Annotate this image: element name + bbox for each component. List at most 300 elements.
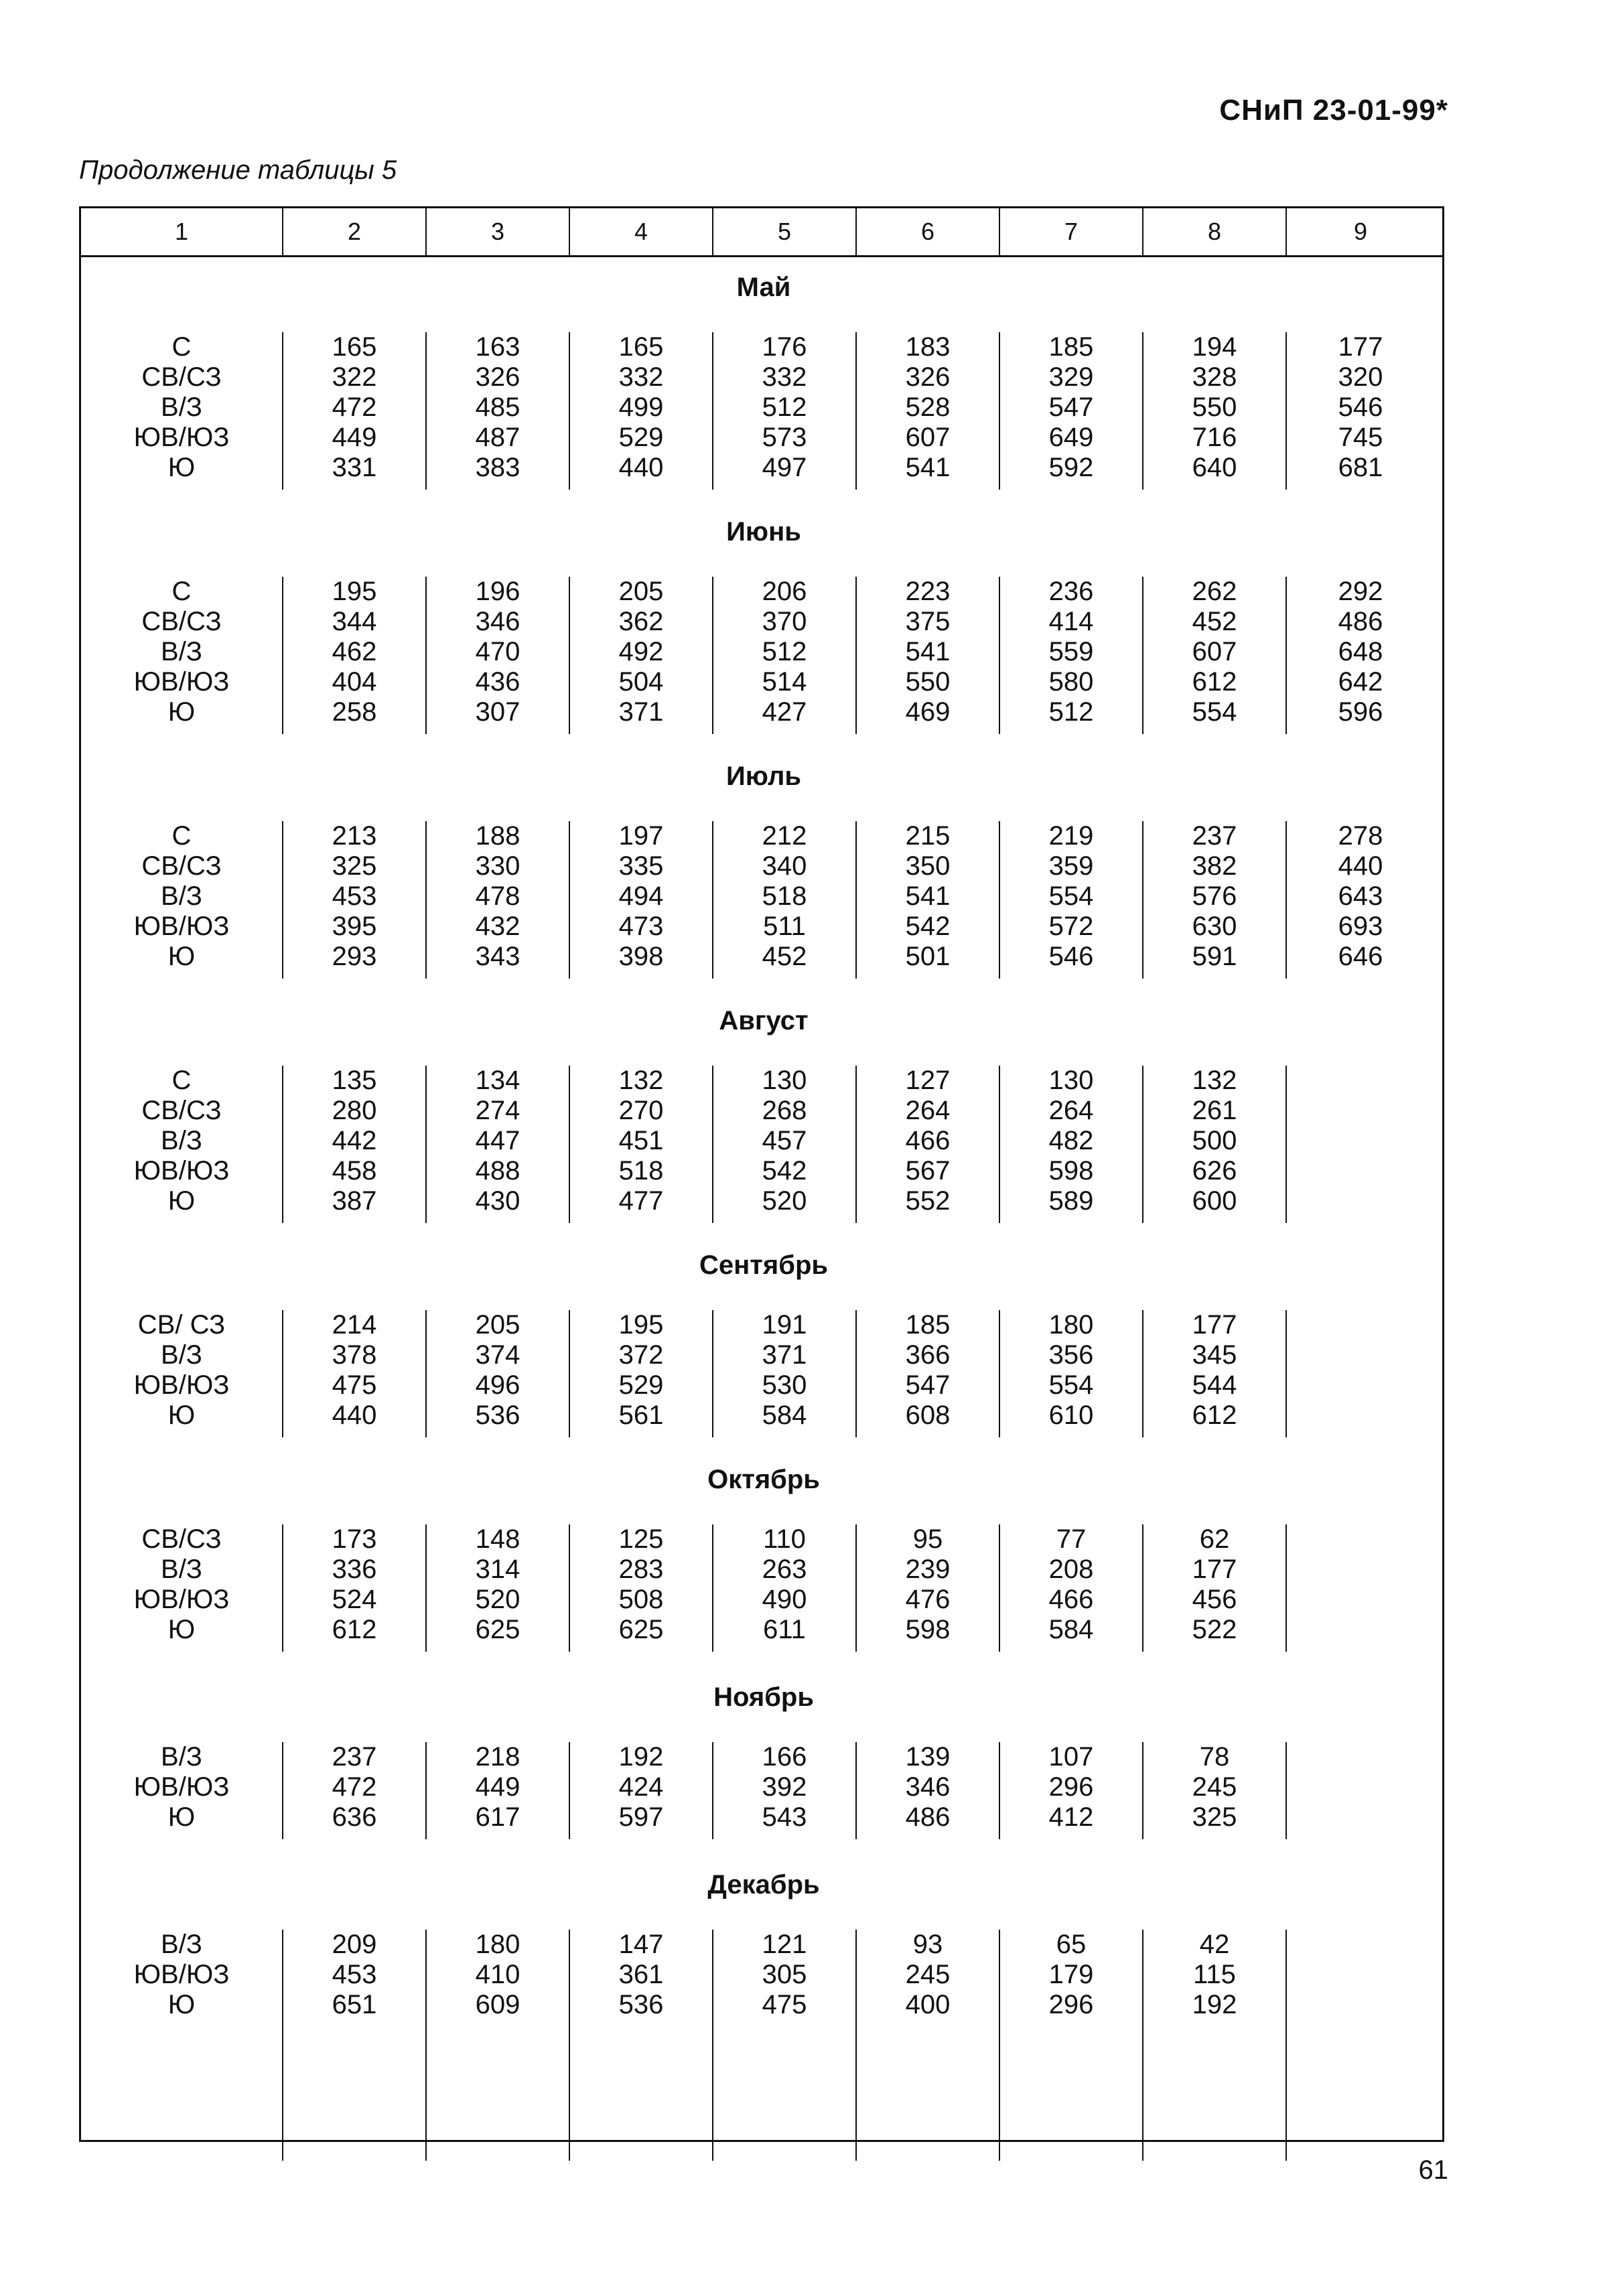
value-cell: 212 [762,821,807,851]
value-cell: 163 [475,332,520,362]
value-cell: 573 [762,423,807,452]
direction-cell: В/З [161,1742,202,1772]
value-cell: 473 [618,912,664,941]
value-cell: 554 [1192,697,1237,727]
value-cell: 552 [905,1186,951,1216]
column-header-7: 7 [999,208,1142,255]
value-cell: 268 [762,1096,807,1125]
value-column-2 [282,1310,425,1437]
value-cell: 469 [905,697,951,727]
direction-cell: ЮВ/ЮЗ [133,1156,230,1186]
value-column-9 [1286,1524,1434,1652]
value-cell: 356 [1048,1340,1094,1370]
value-cell: 326 [905,362,951,392]
value-column-8 [1142,1310,1286,1437]
value-cell: 476 [905,1585,951,1614]
value-cell: 496 [475,1370,520,1400]
value-column-3 [425,1524,569,1652]
value-cell: 328 [1192,362,1237,392]
month-title: Октябрь [707,1465,820,1494]
value-cell: 567 [905,1156,951,1186]
value-column-8 [1142,1930,1286,2161]
month-title: Май [736,273,791,302]
direction-cell: Ю [167,1802,196,1832]
value-cell: 486 [905,1802,951,1832]
value-cell: 329 [1048,362,1094,392]
direction-cell: ЮВ/ЮЗ [133,667,230,697]
value-cell: 436 [475,667,520,697]
month-data-block [81,1066,1446,1223]
value-cell: 127 [905,1066,951,1095]
value-cell: 130 [1048,1066,1094,1095]
month-title: Сентябрь [699,1250,828,1280]
value-cell: 499 [618,392,664,422]
value-cell: 274 [475,1096,520,1125]
value-cell: 550 [905,667,951,697]
value-cell: 223 [905,577,951,606]
value-cell: 325 [1192,1802,1237,1832]
value-column-5 [712,1524,855,1652]
direction-column [81,1524,282,1652]
value-cell: 612 [1192,1401,1237,1430]
value-cell: 95 [912,1524,943,1554]
value-cell: 383 [475,453,520,482]
direction-cell: СВ/СЗ [141,362,222,392]
value-cell: 245 [905,1960,951,1989]
value-column-7 [999,332,1142,490]
value-cell: 305 [762,1960,807,1989]
value-cell: 504 [618,667,664,697]
direction-cell: СВ/СЗ [141,607,222,636]
direction-cell: Ю [167,942,196,971]
value-cell: 62 [1199,1524,1230,1554]
direction-cell: В/З [161,637,202,666]
value-cell: 546 [1338,392,1383,422]
value-cell: 681 [1338,453,1383,482]
value-cell: 115 [1193,1960,1236,1989]
month-data-block [81,1524,1446,1652]
value-cell: 139 [905,1742,951,1772]
value-cell: 492 [618,637,664,666]
value-cell: 607 [1192,637,1237,666]
value-cell: 608 [905,1401,951,1430]
value-cell: 215 [905,821,951,851]
document-code: СНиП 23-01-99* [1219,94,1448,127]
value-cell: 42 [1199,1930,1230,1959]
value-cell: 716 [1192,423,1237,452]
direction-cell: Ю [167,1401,196,1430]
value-cell: 378 [332,1340,377,1370]
value-cell: 470 [475,637,520,666]
value-cell: 370 [762,607,807,636]
value-cell: 424 [618,1772,664,1802]
value-cell: 453 [332,1960,377,1989]
value-column-6 [855,1310,999,1437]
value-cell: 335 [618,851,664,881]
value-cell: 398 [618,942,664,971]
column-header-9: 9 [1286,208,1434,255]
value-cell: 462 [332,637,377,666]
value-cell: 584 [1048,1615,1094,1644]
value-cell: 536 [618,1990,664,2019]
value-cell: 237 [332,1742,377,1772]
month-data-block [81,821,1446,979]
value-cell: 550 [1192,392,1237,422]
value-cell: 490 [762,1585,807,1614]
value-column-3 [425,332,569,490]
value-cell: 375 [905,607,951,636]
value-column-6 [855,1066,999,1223]
direction-cell: С [171,577,192,606]
month-title: Ноябрь [713,1682,814,1712]
value-column-8 [1142,1742,1286,1839]
value-column-7 [999,1742,1142,1839]
value-cell: 263 [762,1555,807,1584]
value-column-2 [282,1524,425,1652]
value-cell: 293 [332,942,377,971]
column-header-5: 5 [712,208,855,255]
value-cell: 542 [762,1156,807,1186]
value-cell: 636 [332,1802,377,1832]
value-cell: 77 [1056,1524,1087,1554]
value-cell: 191 [762,1310,807,1340]
value-cell: 456 [1192,1585,1237,1614]
value-cell: 625 [618,1615,664,1644]
page-number: 61 [1418,2155,1448,2185]
value-cell: 518 [762,881,807,911]
value-cell: 330 [475,851,520,881]
value-column-9 [1286,1742,1434,1839]
value-cell: 547 [905,1370,951,1400]
value-cell: 325 [332,851,377,881]
direction-cell: Ю [167,1615,196,1644]
value-cell: 475 [332,1370,377,1400]
value-column-5 [712,821,855,979]
value-column-3 [425,821,569,979]
value-cell: 205 [475,1310,520,1340]
value-column-5 [712,577,855,734]
value-cell: 125 [618,1524,664,1554]
value-cell: 520 [762,1186,807,1216]
value-cell: 482 [1048,1126,1094,1155]
value-cell: 320 [1338,362,1383,392]
value-cell: 514 [762,667,807,697]
value-cell: 543 [762,1802,807,1832]
value-cell: 314 [475,1555,520,1584]
value-cell: 536 [475,1401,520,1430]
data-table [79,206,1444,2142]
value-column-9 [1286,1066,1434,1223]
value-cell: 440 [1338,851,1383,881]
value-cell: 554 [1048,1370,1094,1400]
value-column-6 [855,1930,999,2161]
value-column-3 [425,1066,569,1223]
value-cell: 529 [618,1370,664,1400]
value-column-3 [425,577,569,734]
direction-cell: В/З [161,1930,202,1959]
value-cell: 610 [1048,1401,1094,1430]
month-title: Август [719,1006,809,1035]
value-cell: 195 [332,577,377,606]
value-column-2 [282,577,425,734]
value-column-4 [569,1742,712,1839]
value-cell: 524 [332,1585,377,1614]
value-cell: 336 [332,1555,377,1584]
direction-cell: В/З [161,392,202,422]
value-cell: 427 [762,697,807,727]
value-column-6 [855,1524,999,1652]
value-cell: 544 [1192,1370,1237,1400]
month-data-block [81,1930,1446,2161]
value-column-4 [569,577,712,734]
value-cell: 477 [618,1186,664,1216]
value-column-2 [282,1930,425,2161]
value-cell: 65 [1056,1930,1087,1959]
month-title: Июнь [726,517,801,547]
value-cell: 173 [332,1524,377,1554]
value-cell: 598 [1048,1156,1094,1186]
direction-column [81,1310,282,1437]
value-cell: 626 [1192,1156,1237,1186]
value-cell: 442 [332,1126,377,1155]
direction-cell: СВ/СЗ [141,1096,222,1125]
month-data-block [81,1310,1446,1437]
value-cell: 237 [1192,821,1237,851]
value-column-7 [999,577,1142,734]
value-cell: 693 [1338,912,1383,941]
value-cell: 452 [762,942,807,971]
value-cell: 541 [905,881,951,911]
value-cell: 177 [1192,1310,1237,1340]
table-body [79,257,1444,2142]
direction-cell: СВ/СЗ [141,851,222,881]
value-cell: 561 [618,1401,664,1430]
value-column-5 [712,332,855,490]
direction-cell: ЮВ/ЮЗ [133,423,230,452]
value-cell: 130 [762,1066,807,1095]
value-cell: 497 [762,453,807,482]
value-column-2 [282,332,425,490]
value-cell: 332 [762,362,807,392]
value-cell: 165 [332,332,377,362]
value-cell: 344 [332,607,377,636]
value-cell: 346 [905,1772,951,1802]
value-cell: 449 [475,1772,520,1802]
value-cell: 110 [763,1524,806,1554]
value-cell: 554 [1048,881,1094,911]
value-cell: 547 [1048,392,1094,422]
value-cell: 597 [618,1802,664,1832]
value-cell: 440 [618,453,664,482]
value-cell: 196 [475,577,520,606]
value-cell: 529 [618,423,664,452]
value-column-7 [999,1066,1142,1223]
value-cell: 486 [1338,607,1383,636]
value-cell: 209 [332,1930,377,1959]
value-cell: 580 [1048,667,1094,697]
value-column-2 [282,1742,425,1839]
value-cell: 180 [1048,1310,1094,1340]
value-cell: 472 [332,392,377,422]
value-cell: 192 [618,1742,664,1772]
value-column-6 [855,332,999,490]
value-cell: 296 [1048,1990,1094,2019]
value-cell: 512 [762,637,807,666]
value-column-9 [1286,332,1434,490]
value-cell: 642 [1338,667,1383,697]
value-column-5 [712,1742,855,1839]
value-cell: 447 [475,1126,520,1155]
value-cell: 607 [905,423,951,452]
value-cell: 264 [1048,1096,1094,1125]
value-cell: 362 [618,607,664,636]
value-column-8 [1142,1066,1286,1223]
value-cell: 487 [475,423,520,452]
direction-cell: ЮВ/ЮЗ [133,1960,230,1989]
value-cell: 449 [332,423,377,452]
direction-cell: Ю [167,1990,196,2019]
value-cell: 612 [332,1615,377,1644]
value-cell: 649 [1048,423,1094,452]
value-cell: 359 [1048,851,1094,881]
value-cell: 559 [1048,637,1094,666]
value-column-5 [712,1066,855,1223]
value-cell: 213 [332,821,377,851]
value-cell: 440 [332,1401,377,1430]
direction-cell: Ю [167,697,196,727]
value-cell: 340 [762,851,807,881]
column-header-1: 1 [174,218,189,245]
value-cell: 452 [1192,607,1237,636]
direction-cell: В/З [161,1340,202,1370]
column-header-3: 3 [425,208,569,255]
value-column-4 [569,1930,712,2161]
value-cell: 600 [1192,1186,1237,1216]
value-column-4 [569,1310,712,1437]
value-cell: 400 [905,1990,951,2019]
value-cell: 387 [332,1186,377,1216]
value-cell: 598 [905,1615,951,1644]
value-cell: 195 [618,1310,664,1340]
value-column-7 [999,821,1142,979]
direction-cell: СВ/СЗ [141,1524,222,1554]
value-column-7 [999,1524,1142,1652]
value-cell: 214 [332,1310,377,1340]
value-column-9 [1286,577,1434,734]
month-title: Декабрь [707,1870,820,1899]
value-column-6 [855,577,999,734]
direction-cell: В/З [161,1126,202,1155]
value-cell: 414 [1048,607,1094,636]
value-cell: 589 [1048,1186,1094,1216]
value-cell: 194 [1192,332,1237,362]
direction-cell: С [171,332,192,362]
value-cell: 395 [332,912,377,941]
value-cell: 458 [332,1156,377,1186]
value-cell: 501 [905,942,951,971]
direction-cell: ЮВ/ЮЗ [133,912,230,941]
value-cell: 643 [1338,881,1383,911]
value-column-2 [282,1066,425,1223]
value-cell: 478 [475,881,520,911]
value-column-4 [569,1066,712,1223]
value-cell: 522 [1192,1615,1237,1644]
value-cell: 392 [762,1772,807,1802]
column-header-8: 8 [1142,208,1286,255]
value-column-6 [855,821,999,979]
value-cell: 132 [618,1066,664,1095]
value-cell: 512 [1048,697,1094,727]
value-cell: 546 [1048,942,1094,971]
value-cell: 258 [332,697,377,727]
value-cell: 331 [332,453,377,482]
value-cell: 166 [762,1742,807,1772]
value-cell: 592 [1048,453,1094,482]
value-cell: 361 [618,1960,664,1989]
value-cell: 135 [332,1066,377,1095]
direction-cell: В/З [161,881,202,911]
value-cell: 180 [475,1930,520,1959]
value-cell: 346 [475,607,520,636]
value-cell: 278 [1338,821,1383,851]
value-cell: 177 [1192,1555,1237,1584]
value-cell: 466 [1048,1585,1094,1614]
value-cell: 183 [905,332,951,362]
value-cell: 453 [332,881,377,911]
value-cell: 350 [905,851,951,881]
value-cell: 472 [332,1772,377,1802]
value-cell: 93 [912,1930,943,1959]
value-cell: 177 [1338,332,1383,362]
value-column-9 [1286,1930,1434,2161]
value-cell: 382 [1192,851,1237,881]
value-column-3 [425,1310,569,1437]
direction-cell: ЮВ/ЮЗ [133,1370,230,1400]
value-cell: 270 [618,1096,664,1125]
value-cell: 371 [618,697,664,727]
value-cell: 530 [762,1370,807,1400]
value-cell: 612 [1192,667,1237,697]
direction-cell: ЮВ/ЮЗ [133,1772,230,1802]
value-cell: 332 [618,362,664,392]
column-header-6: 6 [855,208,999,255]
value-cell: 185 [1048,332,1094,362]
value-column-6 [855,1742,999,1839]
value-cell: 219 [1048,821,1094,851]
value-cell: 245 [1192,1772,1237,1802]
value-cell: 78 [1199,1742,1230,1772]
value-cell: 466 [905,1126,951,1155]
value-column-2 [282,821,425,979]
value-cell: 262 [1192,577,1237,606]
value-column-7 [999,1310,1142,1437]
value-cell: 218 [475,1742,520,1772]
value-column-8 [1142,332,1286,490]
direction-cell: ЮВ/ЮЗ [133,1585,230,1614]
value-cell: 430 [475,1186,520,1216]
month-title: Июль [726,762,801,791]
value-cell: 374 [475,1340,520,1370]
value-cell: 343 [475,942,520,971]
value-column-7 [999,1930,1142,2161]
direction-cell: С [171,1066,192,1095]
value-cell: 596 [1338,697,1383,727]
value-cell: 208 [1048,1555,1094,1584]
value-cell: 264 [905,1096,951,1125]
value-cell: 512 [762,392,807,422]
value-column-4 [569,821,712,979]
value-column-9 [1286,1310,1434,1437]
